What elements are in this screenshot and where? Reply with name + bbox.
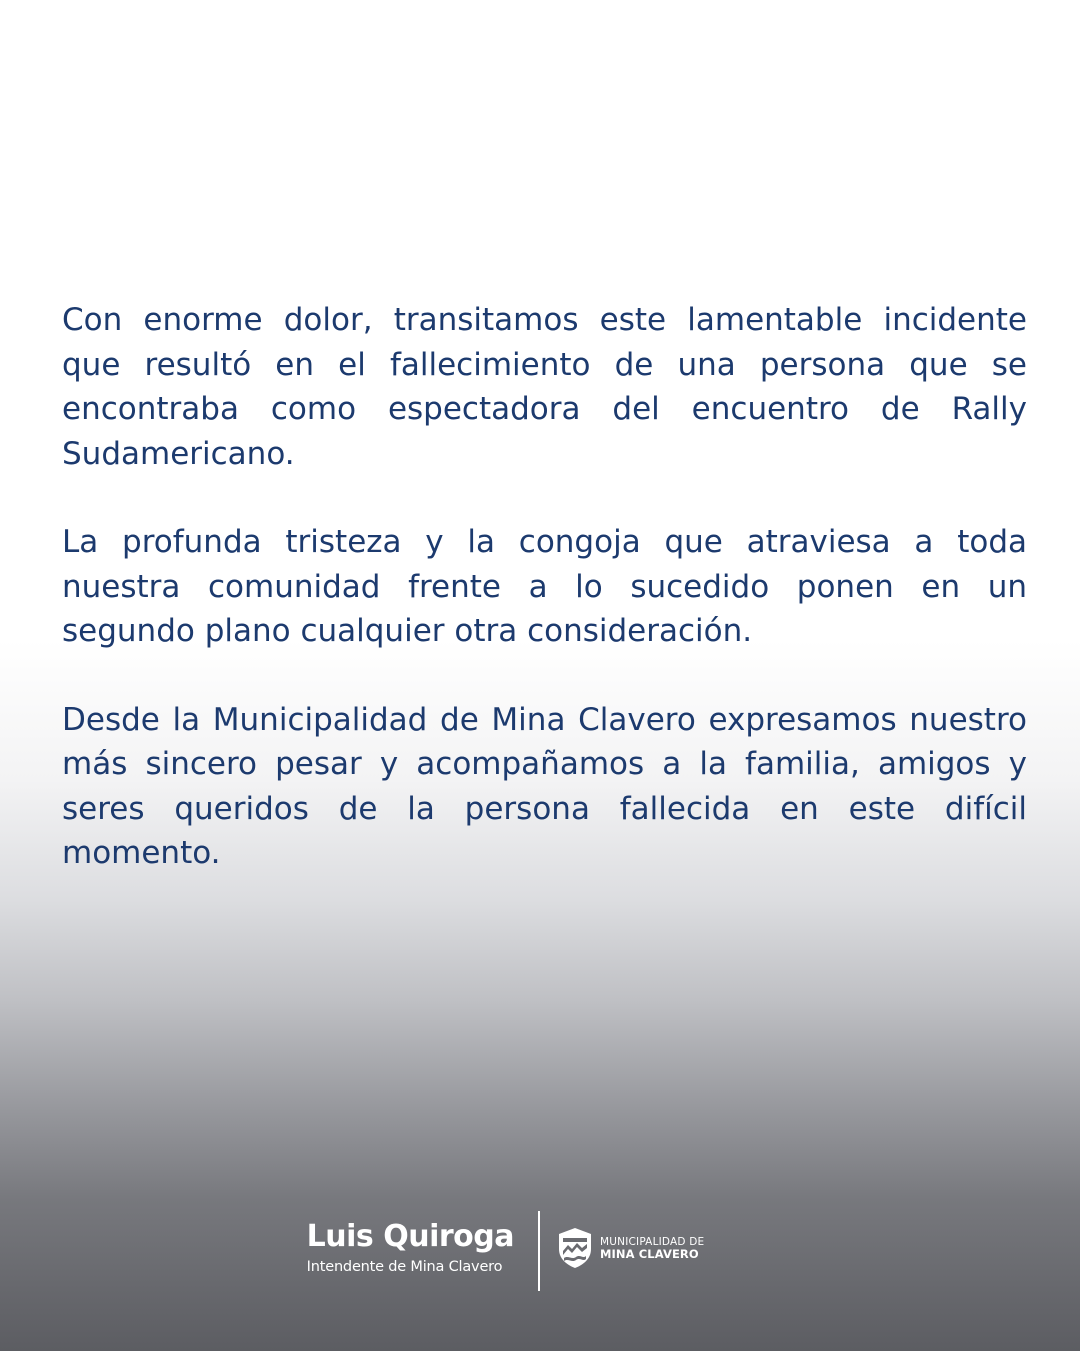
- signer-block: [307, 1219, 514, 1277]
- municipality-logo: [556, 1227, 704, 1269]
- municipality-name: [600, 1236, 704, 1260]
- municipality-line1: MUNICIPALIDAD DE: [600, 1236, 705, 1248]
- statement-paragraph-2: La profunda tristeza y la congoja que atraviesa a toda nuestra comunidad frente a lo sucedido ponen en un segundo plano cualquier otra consideración.: [62, 524, 1027, 649]
- footer-divider: [538, 1211, 540, 1291]
- signature-footer: [0, 1205, 1080, 1295]
- municipal-shield-icon: [556, 1227, 594, 1269]
- signer-name: Luis Quiroga: [306, 1219, 514, 1254]
- statement-paragraph-1: Con enorme dolor, transitamos este lamentable incidente que resultó en el fallecimiento de una persona que se encontraba como espectadora del encuentro de Rally Sudamericano.: [62, 302, 1027, 472]
- statement-paragraph-3: Desde la Municipalidad de Mina Clavero expresamos nuestro más sincero pesar y acompañamos a la familia, amigos y seres queridos de la persona fallecida en este difícil momento.: [62, 701, 1027, 871]
- municipality-line2: MINA CLAVERO: [600, 1247, 699, 1261]
- signer-role: Intendente de Mina Clavero: [306, 1259, 503, 1275]
- statement-body: [62, 298, 1027, 876]
